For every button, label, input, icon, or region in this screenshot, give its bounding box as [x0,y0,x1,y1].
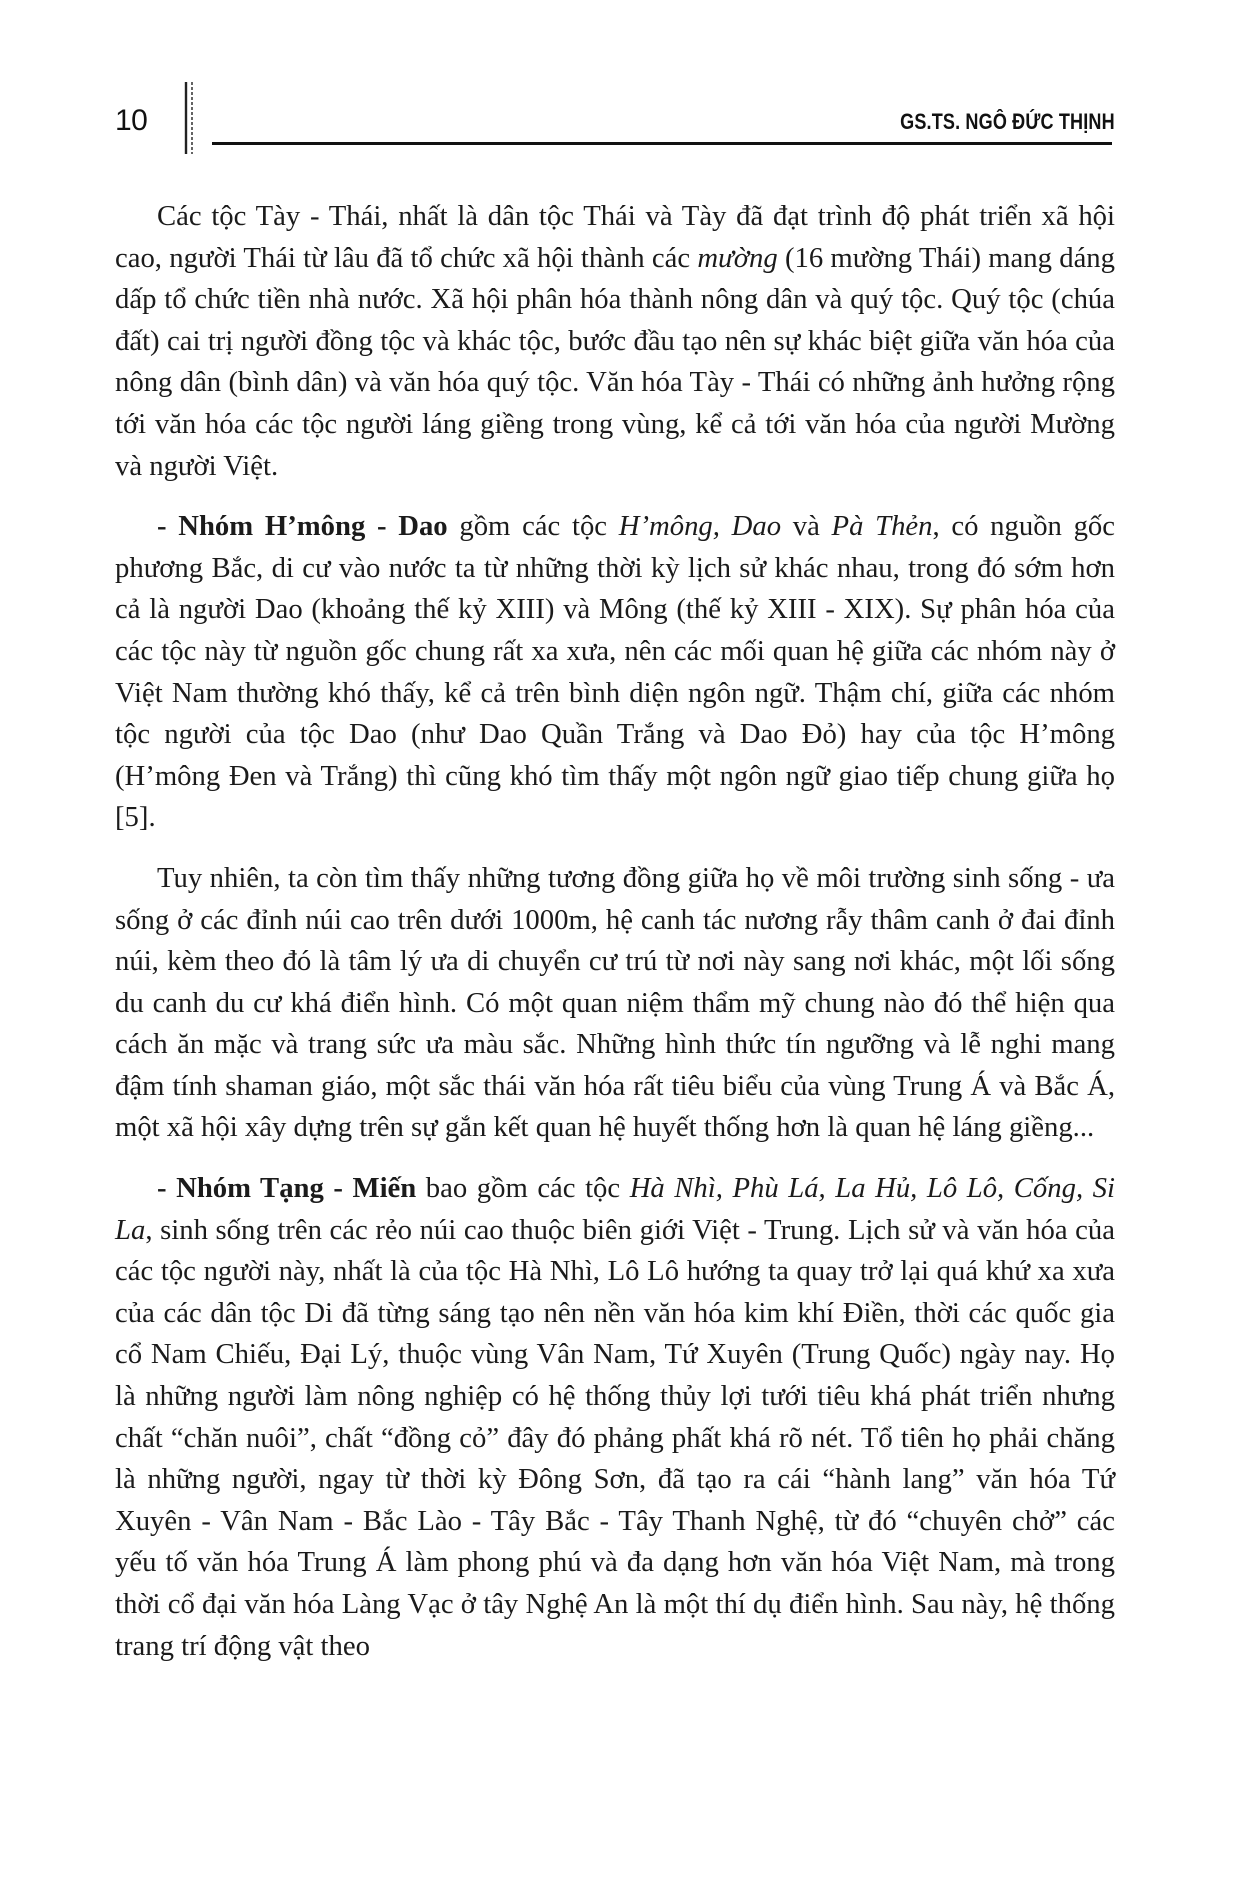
author-name: GS.TS. NGÔ ĐỨC THỊNH [900,109,1115,134]
paragraph-tang-mien: - Nhóm Tạng - Miến bao gồm các tộc Hà Nhì, Phù Lá, La Hủ, Lô Lô, Cống, Si La, sinh sống trên các rẻo núi cao thuộc biên giới Việt - Trung. Lịch sử và văn hóa của các tộc người này, nhất là của tộc Hà Nhì, Lô Lô hướng ta quay trở lại quá khứ xa xưa của các dân tộc Di đã từng sáng tạo nên nền văn hóa kim khí Điền, thời các quốc gia cổ Nam Chiếu, Đại Lý, thuộc vùng Vân Nam, Tứ Xuyên (Trung Quốc) ngày nay. Họ là những người làm nông nghiệp có hệ thống thủy lợi tưới tiêu khá phát triển nhưng chất “chăn nuôi”, chất “đồng cỏ” đây đó phảng phất khá rõ nét. Tổ tiên họ phải chăng là những người, ngay từ thời kỳ Đông Sơn, đã tạo ra cái “hành lang” văn hóa Tứ Xuyên - Vân Nam - Bắc Lào - Tây Bắc - Tây Thanh Nghệ, từ đó “chuyên chở” các yếu tố văn hóa Trung Á làm phong phú và đa dạng hơn văn hóa Việt Nam, mà trong thời cổ đại văn hóa Làng Vạc ở tây Nghệ An là một thí dụ điển hình. Sau này, hệ thống trang trí động vật theo [115,1172,1115,1662]
header-rule [212,142,1112,145]
page-number: 10 [115,104,148,137]
paragraph-tay-thai: Các tộc Tày - Thái, nhất là dân tộc Thái và Tày đã đạt trình độ phát triển xã hội cao, người Thái từ lâu đã tổ chức xã hội thành các mường (16 mường Thái) mang dáng dấp tổ chức tiền nhà nước. Xã hội phân hóa thành nông dân và quý tộc. Quý tộc (chúa đất) cai trị người đồng tộc và khác tộc, bước đầu tạo nên sự khác biệt giữa văn hóa của nông dân (bình dân) và văn hóa quý tộc. Văn hóa Tày - Thái có những ảnh hưởng rộng tới văn hóa các tộc người láng giềng trong vùng, kể cả tới văn hóa của người Mường và người Việt. [115,200,1115,482]
italic-term: Pà Thẻn [831,510,933,543]
page-header [0,0,1260,160]
paragraph-similarities: Tuy nhiên, ta còn tìm thấy những tương đồng giữa họ về môi trường sinh sống - ưa sống ở các đỉnh núi cao trên dưới 1000m, hệ canh tác nương rẫy thâm canh ở đai đỉnh núi, kèm theo đó là tâm lý ưa di chuyển cư trú từ nơi này sang nơi khác, một lối sống du canh du cư khá điển hình. Có một quan niệm thẩm mỹ chung nào đó thể hiện qua cách ăn mặc và trang sức ưa màu sắc. Những hình thức tín ngưỡng và lễ nghi mang đậm tính shaman giáo, một sắc thái văn hóa rất tiêu biểu của vùng Trung Á và Bắc Á, một xã hội xây dựng trên sự gắn kết quan hệ huyết thống hơn là quan hệ láng giềng... [115,861,1115,1144]
italic-term: Hà Nhì, Phù Lá, La Hủ, Lô Lô, Cống, Si La [115,1172,1115,1246]
section-heading-hmong-dao: - Nhóm H’mông - Dao [157,510,448,543]
italic-term: H’mông, Dao [618,510,782,543]
italic-term: mường [697,241,778,274]
section-heading-tang-mien: - Nhóm Tạng - Miến [157,1172,417,1205]
header-ornament-icon [182,82,196,154]
page-body [115,196,1115,1667]
paragraph-hmong-dao: - Nhóm H’mông - Dao gồm các tộc H’mông, Dao và Pà Thẻn, có nguồn gốc phương Bắc, di cư vào nước ta từ những thời kỳ lịch sử khác nhau, trong đó sớm hơn cả là người Dao (khoảng thế kỷ XIII) và Mông (thế kỷ XIII - XIX). Sự phân hóa của các tộc này từ nguồn gốc chung rất xa xưa, nên các mối quan hệ giữa các nhóm này ở Việt Nam thường khó thấy, kể cả trên bình diện ngôn ngữ. Thậm chí, giữa các nhóm tộc người của tộc Dao (như Dao Quần Trắng và Dao Đỏ) hay của tộc H’mông (H’mông Đen và Trắng) thì cũng khó tìm thấy một ngôn ngữ giao tiếp chung giữa họ [5]. [115,510,1116,834]
